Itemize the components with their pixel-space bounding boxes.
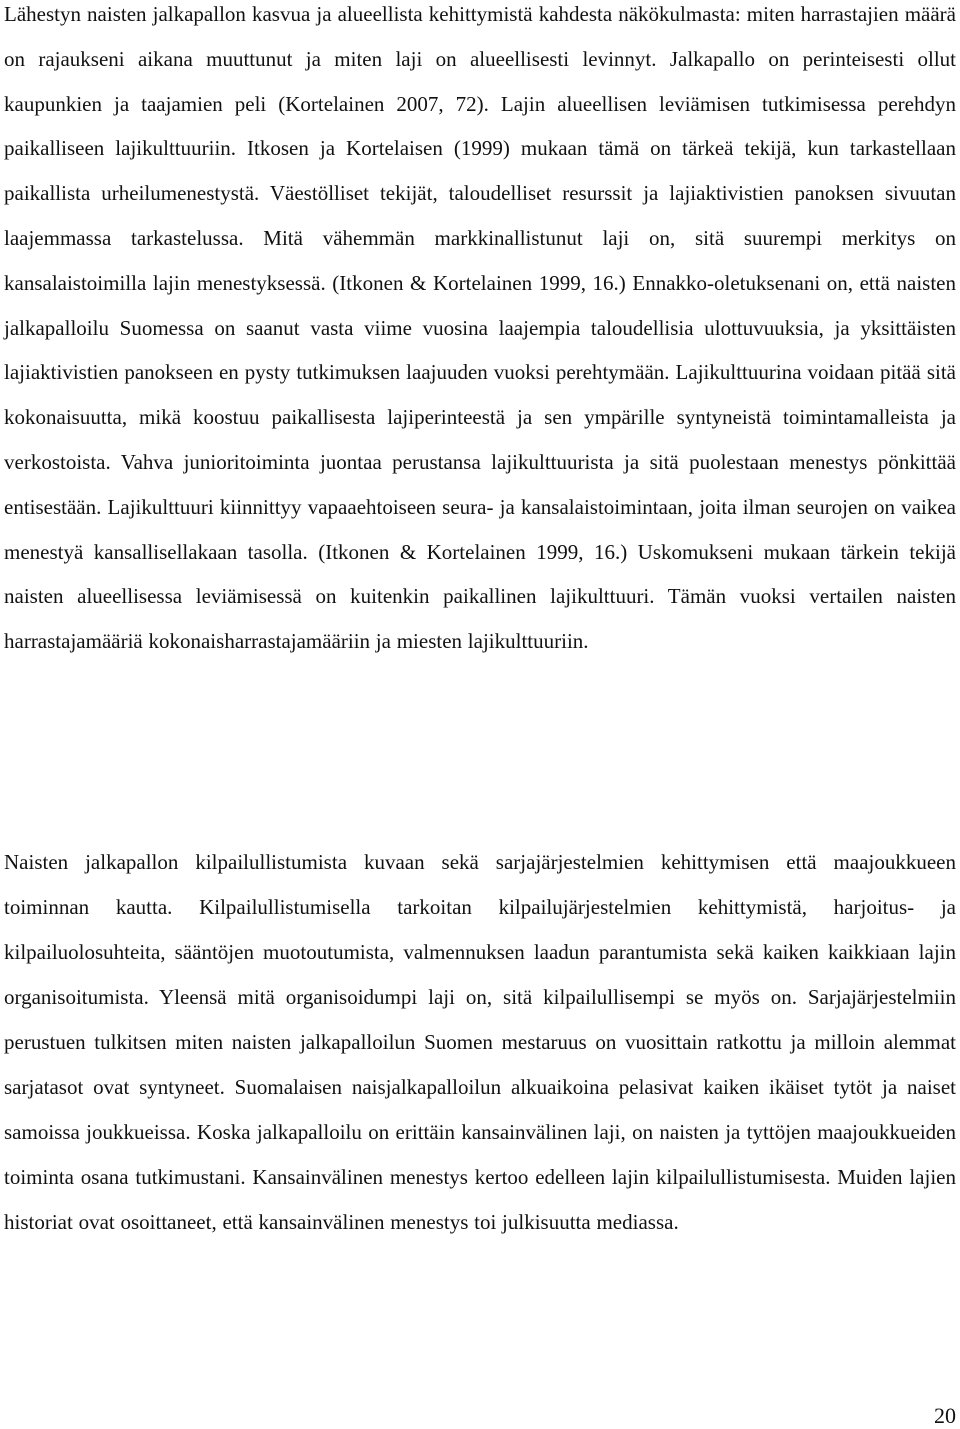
body-paragraph-1: Lähestyn naisten jalkapallon kasvua ja alueellista kehittymistä kahdesta näkökulmasta: miten harrastajien määrä on rajaukseni aikana muuttunut ja miten laji on alueellisesti levinnyt. Jalkapallo on perinteisesti ollut kaupunkien ja taajamien peli (Kortelainen 2007, 72). Lajin alueellisen leviämisen tutkimisessa perehdyn paikalliseen lajikulttuuriin. Itkosen ja Kortelaisen (1999) mukaan tämä on tärkeä tekijä, kun tarkastellaan paikallista urheilumenestystä. Väestölliset tekijät, taloudelliset resurssit ja lajiaktivistien panoksen sivuutan laajemmassa tarkastelussa. Mitä vähemmän markkinallistunut laji on, sitä suurempi merkitys on kansalaistoimilla lajin menestyksessä. (Itkonen & Kortelainen 1999, 16.) Ennakko-oletuksenani on, että naisten jalkapalloilu Suomessa on saanut vasta viime vuosina laajempia taloudellisia ulottuvuuksia, ja yksittäisten lajiaktivistien panokseen en pysty tutkimuksen laajuuden vuoksi perehtymään. Lajikulttuurina voidaan pitää sitä kokonaisuutta, mikä koostuu paikallisesta lajiperinteestä ja sen ympärille syntyneistä toimintamalleista ja verkostoista. Vahva junioritoiminta juontaa perustansa lajikulttuurista ja sitä puolestaan menestys pönkittää entisestään. Lajikulttuuri kiinnittyy vapaaehtoiseen seura- ja kansalaistoimintaan, joita ilman seurojen on vaikea menestyä kansallisellakaan tasolla. (Itkonen & Kortelainen 1999, 16.) Uskomukseni mukaan tärkein tekijä naisten alueellisessa leviämisessä on kuitenkin paikallinen lajikulttuuri. Tämän vuoksi vertailen naisten harrastajamääriä kokonaisharrastajamääriin ja miesten lajikulttuuriin. bbox=[4, 2, 956, 654]
body-paragraph-2: Naisten jalkapallon kilpailullistumista kuvaan sekä sarjajärjestelmien kehittymisen että maajoukkueen toiminnan kautta. Kilpailullistumisella tarkoitan kilpailujärjestelmien kehittymistä, harjoitus- ja kilpailuolosuhteita, sääntöjen muotoutumista, valmennuksen laadun parantumista sekä kaiken kaikkiaan lajin organisoitumista. Yleensä mitä organisoidumpi laji on, sitä kilpailullisempi se myös on. Sarjajärjestelmiin perustuen tulkitsen miten naisten jalkapalloilun Suomen mestaruus on vuosittain ratkottu ja milloin alemmat sarjatasot ovat syntyneet. Suomalaisen naisjalkapalloilun alkuaikoina pelasivat kaiken ikäiset tytöt ja naiset samoissa joukkueissa. Koska jalkapalloilu on erittäin kansainvälinen laji, on naisten ja tyttöjen maajoukkueiden toiminta osana tutkimustani. Kansainvälinen menestys kertoo edelleen lajin kilpailullistumisesta. Muiden lajien historiat ovat osoittaneet, että kansainvälinen menestys toi julkisuutta mediassa. bbox=[4, 850, 956, 1234]
page-number: 20 bbox=[934, 1403, 956, 1428]
